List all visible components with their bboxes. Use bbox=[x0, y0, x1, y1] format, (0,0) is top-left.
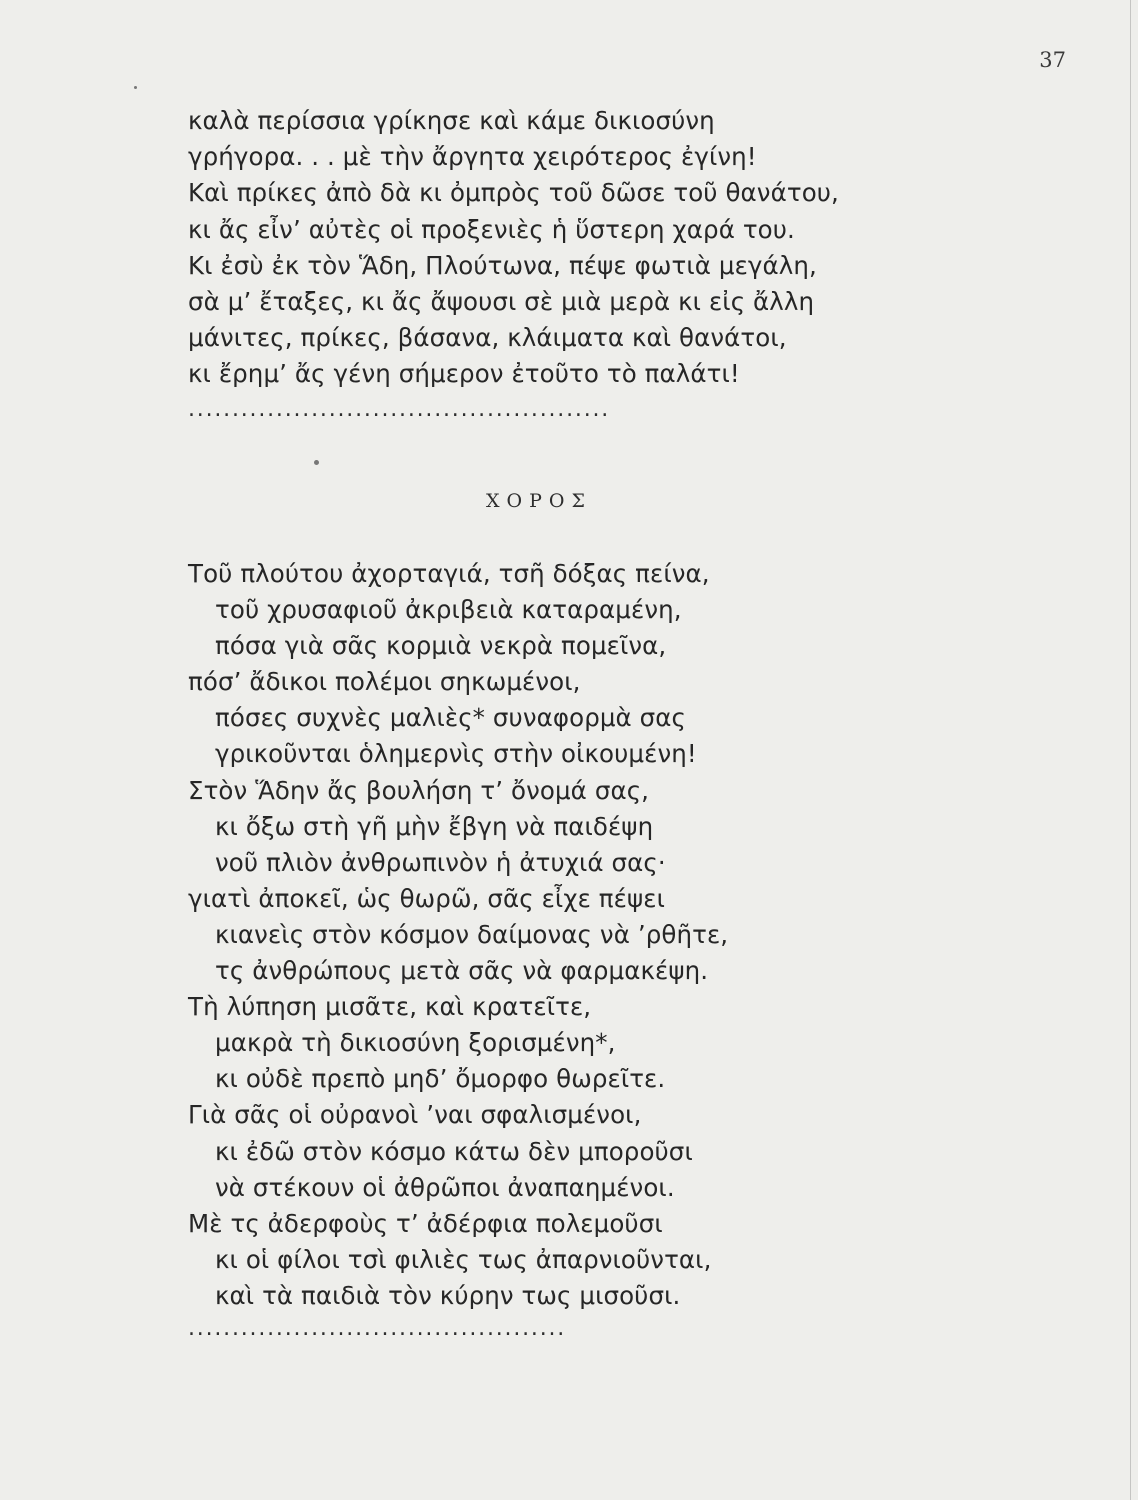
page-crease bbox=[1130, 0, 1131, 1500]
verse-stanza-1 bbox=[188, 103, 988, 422]
verse-line: πόσα γιὰ σᾶς κορμιὰ νεκρὰ πομεῖνα, bbox=[215, 631, 667, 661]
verse-line: γρικοῦνται ὁλημερνὶς στὴν οἰκουμένη! bbox=[215, 739, 697, 769]
verse-line: σὰ μ’ ἔταξες, κι ἄς ἄψουσι σὲ μιὰ μερὰ κι εἰς ἄλλη bbox=[188, 287, 815, 317]
verse-line: καλὰ περίσσια γρίκησε καὶ κάμε δικιοσύνη bbox=[188, 106, 715, 135]
verse-line: πόσες συχνὲς μαλιὲς* συναφορμὰ σας bbox=[215, 703, 687, 733]
verse-line: καὶ τὰ παιδιὰ τὸν κύρην τως μισοῦσι. bbox=[215, 1280, 681, 1310]
verse-line: νὰ στέκουν οἱ ἀθρῶποι ἀναπαημένοι. bbox=[215, 1172, 675, 1202]
verse-line: κι ἔρημ’ ἄς γένη σήμερον ἐτοῦτο τὸ παλάτι! bbox=[188, 359, 740, 389]
verse-line: κι ἐδῶ στὸν κόσμο κάτω δὲν μποροῦσι bbox=[215, 1136, 693, 1166]
verse-line: Στὸν Ἅδην ἄς βουλήση τ’ ὄνομά σας, bbox=[188, 775, 650, 805]
stray-mark bbox=[134, 86, 137, 89]
verse-line: Τοῦ πλούτου ἀχορταγιά, τσῆ δόξας πείνα, bbox=[188, 559, 710, 588]
verse-line: κι ὄξω στὴ γῆ μὴν ἔβγη νὰ παιδέψη bbox=[215, 811, 654, 841]
verse-line: Κι ἐσὺ ἐκ τὸν Ἅδη, Πλούτωνα, πέψε φωτιὰ μεγάλη, bbox=[188, 250, 817, 280]
verse-line: κιανεὶς στὸν κόσμον δαίμονας νὰ ’ρθῆτε, bbox=[215, 919, 729, 949]
stray-mark bbox=[314, 460, 319, 465]
verse-line: Τὴ λύπηση μισᾶτε, καὶ κρατεῖτε, bbox=[188, 992, 592, 1022]
verse-line: κι ἄς εἶν’ αὐτὲς οἱ προξενιὲς ἡ ὕστερη χαρά του. bbox=[188, 214, 795, 244]
verse-line: νοῦ πλιὸν ἀνθρωπινὸν ἡ ἀτυχιά σας· bbox=[215, 847, 666, 877]
verse-line: Γιὰ σᾶς οἱ οὐρανοὶ ’ναι σφαλισμένοι, bbox=[188, 1100, 642, 1130]
verse-line: γρήγορα. . . μὲ τὴν ἄργητα χειρότερος ἐγίνη! bbox=[188, 142, 757, 172]
chorus-heading: ΧΟΡΟΣ bbox=[486, 490, 592, 512]
verse-line: τς ἀνθρώπους μετὰ σᾶς νὰ φαρμακέψη. bbox=[215, 956, 709, 986]
verse-line: πόσ’ ἄδικοι πολέμοι σηκωμένοι, bbox=[188, 667, 581, 697]
verse-line: τοῦ χρυσαφιοῦ ἀκριβειὰ καταραμένη, bbox=[215, 595, 682, 625]
ellipsis-separator: ........................................... bbox=[188, 1315, 567, 1341]
verse-line: κι οὐδὲ πρεπὸ μηδ’ ὄμορφο θωρεῖτε. bbox=[215, 1064, 666, 1094]
verse-line: Μὲ τς ἀδερφοὺς τ’ ἀδέρφια πολεμοῦσι bbox=[188, 1208, 663, 1238]
verse-line: μακρὰ τὴ δικιοσύνη ξορισμένη*, bbox=[215, 1028, 616, 1058]
verse-line: κι οἱ φίλοι τσὶ φιλιὲς τως ἀπαρνιοῦνται, bbox=[215, 1244, 712, 1274]
verse-stanza-2 bbox=[188, 556, 988, 1341]
verse-line: Καὶ πρίκες ἀπὸ δὰ κι ὀμπρὸς τοῦ δῶσε τοῦ θανάτου, bbox=[188, 178, 839, 208]
ellipsis-separator: ................................................ bbox=[188, 396, 611, 422]
verse-line: γιατὶ ἀποκεῖ, ὡς θωρῶ, σᾶς εἶχε πέψει bbox=[188, 883, 665, 913]
page-number: 37 bbox=[1039, 48, 1066, 72]
verse-line: μάνιτες, πρίκες, βάσανα, κλάιματα καὶ θανάτοι, bbox=[188, 323, 787, 353]
